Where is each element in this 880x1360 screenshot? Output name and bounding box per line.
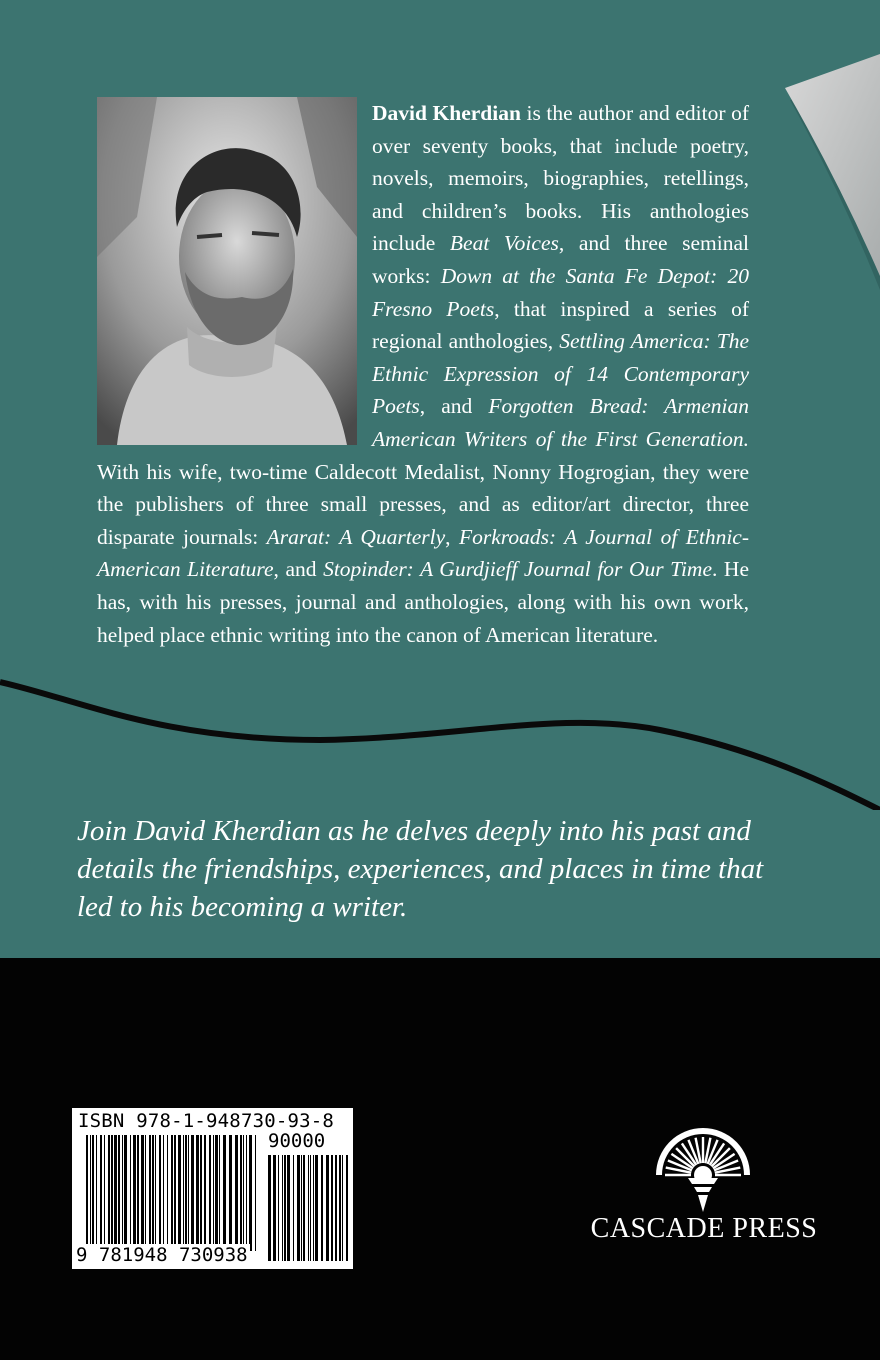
author-name: David Kherdian: [372, 101, 521, 125]
journal-title: Forkroads: A Journal of Ethnic-American Literature: [97, 524, 749, 582]
page-corner-decoration: [760, 40, 880, 300]
bio-text: , and: [419, 394, 489, 419]
price-code: 90000: [268, 1130, 326, 1152]
sunburst-fan-icon: [648, 1120, 758, 1220]
book-blurb: Join David Kherdian as he delves deeply into his past and details the friendships, experiences, and places in time that led to his becoming a writer.: [77, 815, 764, 923]
isbn-label: ISBN 978-1-948730-93-8: [78, 1110, 335, 1132]
isbn-digits: 9 781948 730938: [76, 1244, 248, 1266]
bio-text: , that inspired a series of regional anthologies,: [372, 296, 749, 354]
wave-divider: [0, 660, 880, 810]
bio-text: . He has, with his presses, journal and anthologies, along with his own work, helped place ethnic writing into the canon of American literature.: [97, 557, 749, 647]
journal-title: Ararat: A Quarterly: [266, 524, 446, 549]
bio-text: , and: [273, 557, 324, 582]
bio-text: ,: [445, 524, 459, 549]
barcode-addon-bars: [268, 1155, 348, 1261]
barcode-bars: [86, 1135, 256, 1251]
bio-text: With his wife, two-time Caldecott Medalist, Nonny Hogrogian, they were the publishers of three small presses, and as editor/art director, three disparate journals:: [97, 459, 749, 549]
photo-spacer: [97, 97, 372, 447]
journal-title: Stopinder: A Gurdjieff Journal for Our Time: [323, 557, 712, 582]
book-title: Down at the Santa Fe Depot: 20 Fresno Poets: [372, 263, 749, 321]
book-title: Settling America: The Ethnic Expression of 14 Contemporary Poets: [372, 329, 749, 419]
bio-text: , and three seminal works:: [372, 231, 749, 288]
book-title: Beat Voices: [449, 231, 559, 256]
isbn-barcode: [72, 1108, 353, 1269]
book-title: Forgotten Bread: Armenian American Writers of the First Generation.: [372, 394, 749, 451]
author-bio: [97, 97, 749, 651]
bio-text: is the author and editor of over seventy books, that include poetry, novels, memoirs, biographies, retellings, and children’s books. His anthologies include: [372, 101, 749, 256]
publisher-name: CASCADE PRESS: [590, 1213, 818, 1244]
